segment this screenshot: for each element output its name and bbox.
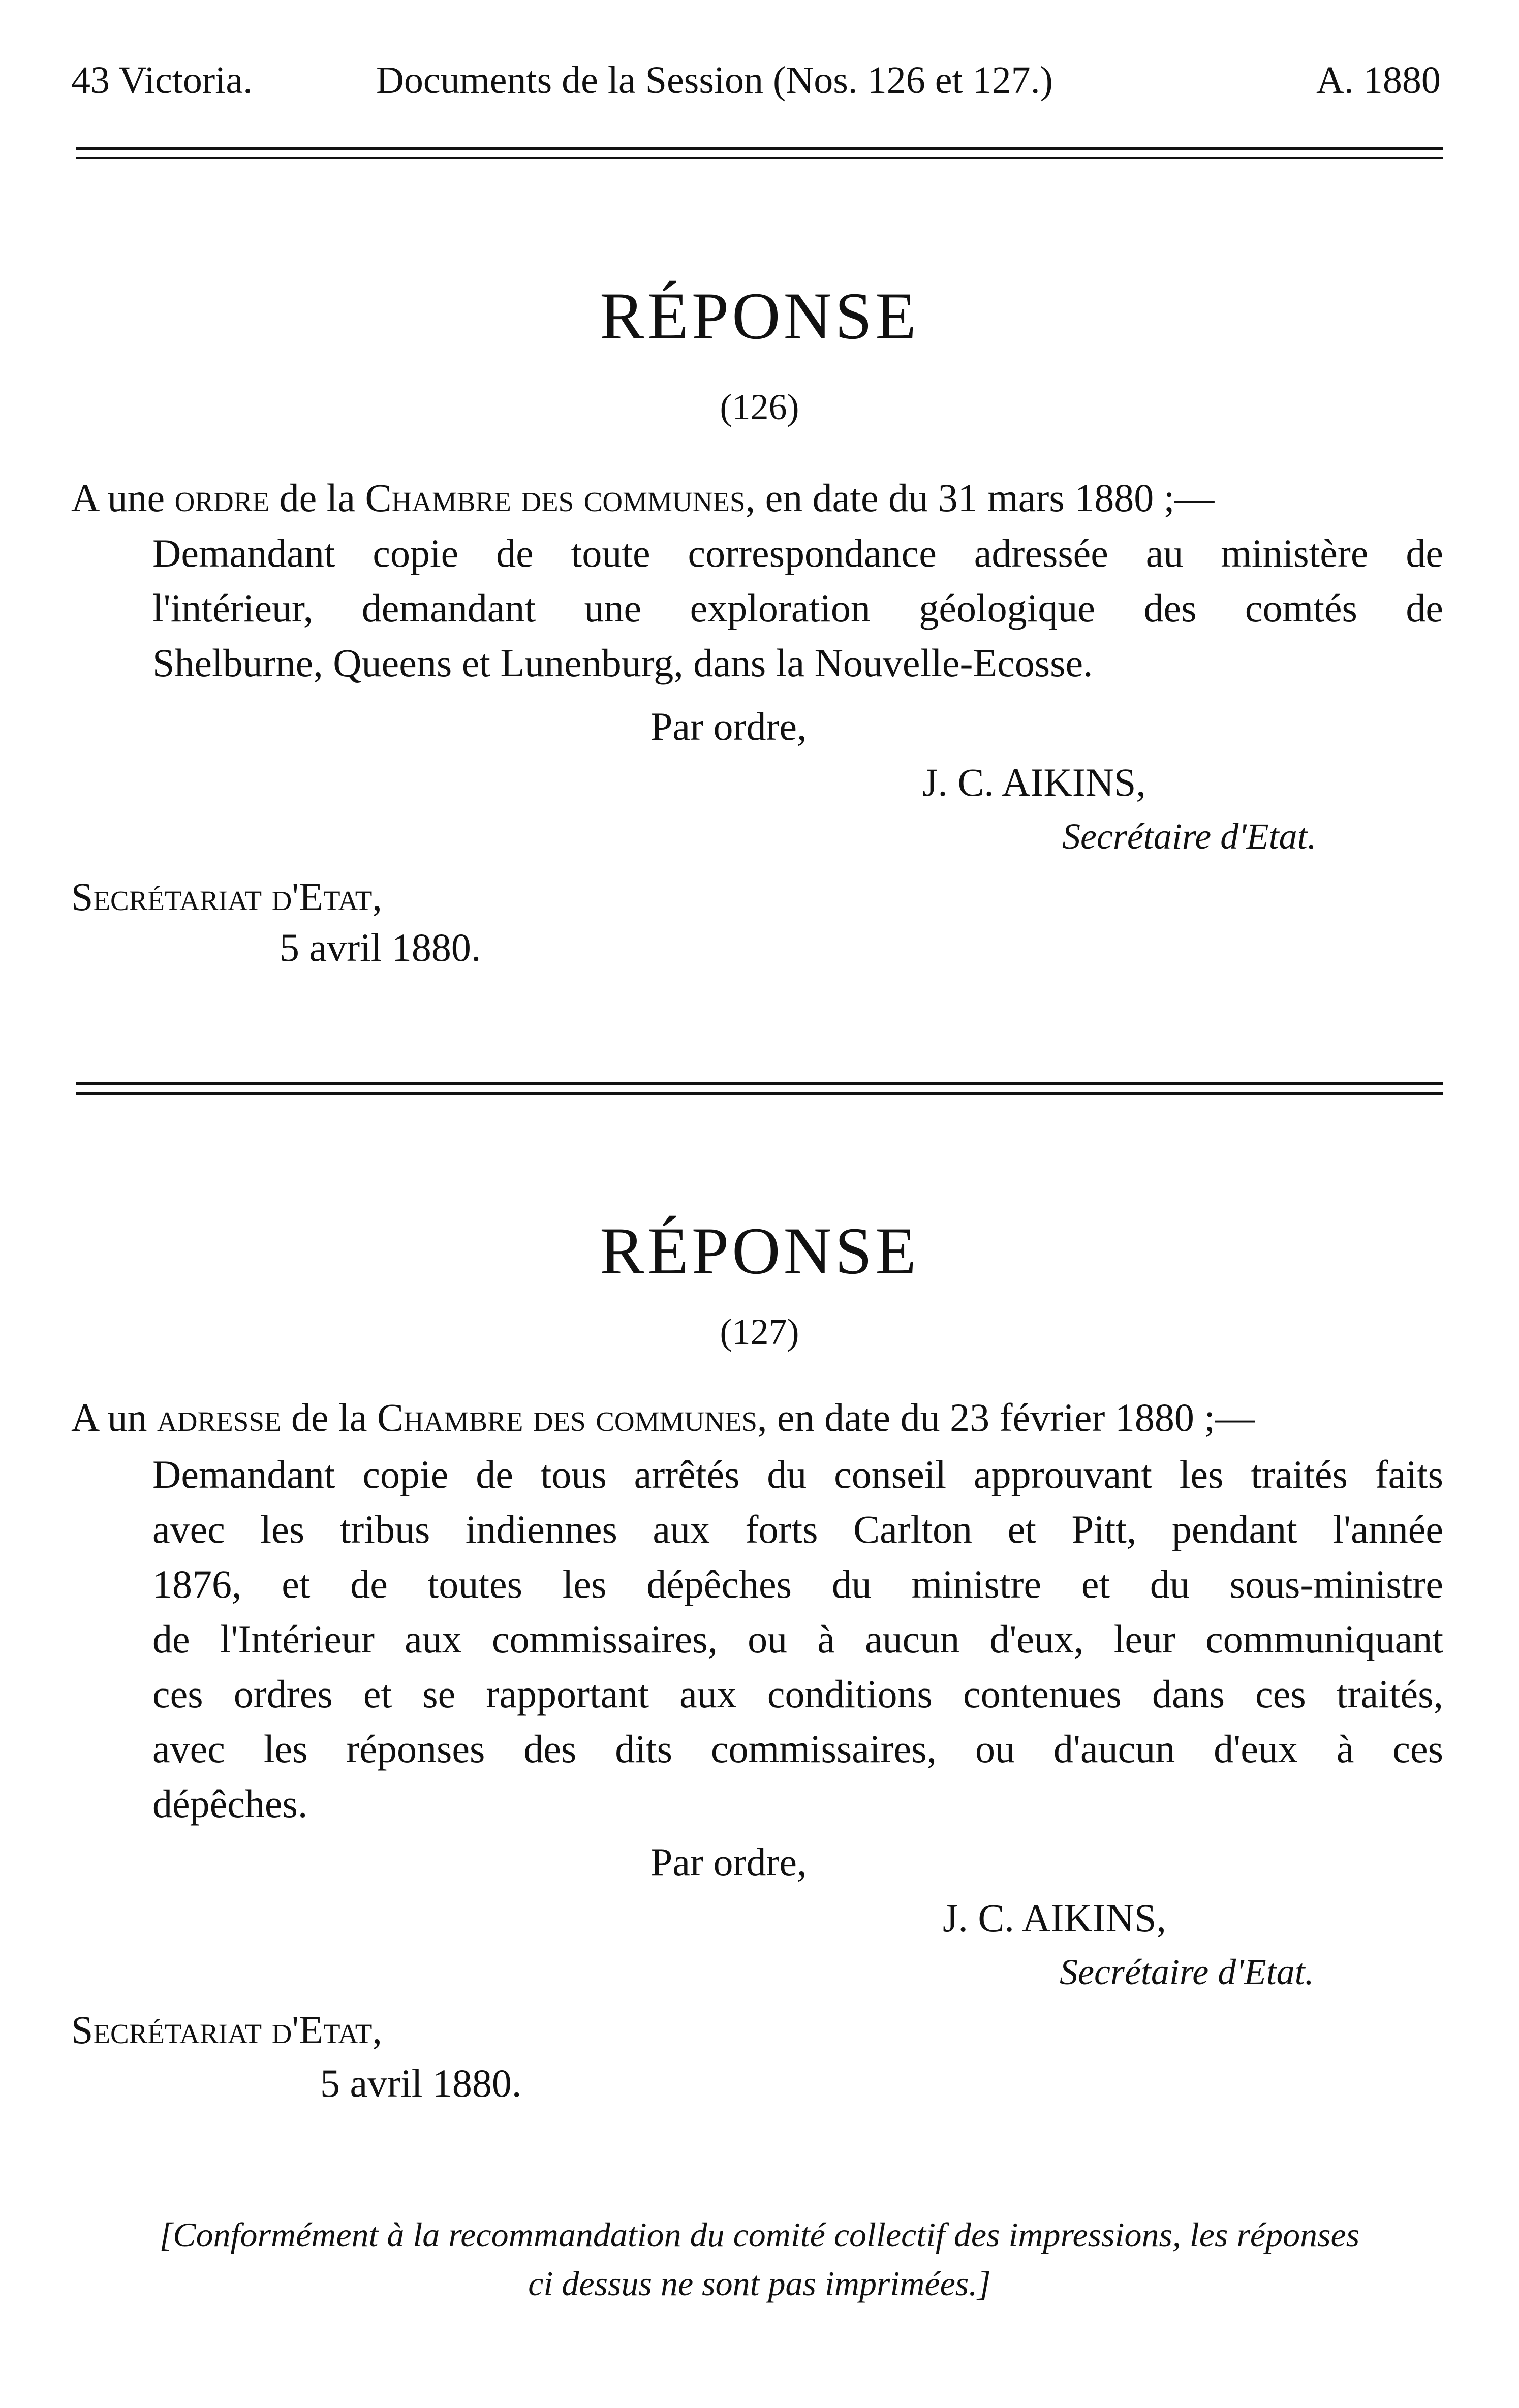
response-127-office: Secrétariat d'Etat, — [71, 2008, 382, 2052]
body-line: Demandant copie de tous arrêtés du conseil approuvant les traités faits — [152, 1452, 1443, 1496]
running-head-center: Documents de la Session (Nos. 126 et 127.) — [376, 59, 1053, 102]
response-127-date: 5 avril 1880. — [320, 2061, 522, 2105]
body-line: Demandant copie de toute correspondance adressée au ministère de — [152, 531, 1443, 575]
response-127-body — [152, 1447, 1443, 1831]
response-127-signer: J. C. AIKINS, — [943, 1896, 1166, 1940]
footnote-line-2: ci dessus ne sont pas imprimées.] — [528, 2264, 991, 2303]
body-line: de l'Intérieur aux commissaires, ou à aucun d'eux, leur communiquant — [152, 1617, 1443, 1661]
response-127-title: RÉPONSE — [600, 1213, 919, 1288]
response-126-date: 5 avril 1880. — [280, 925, 481, 970]
response-126-signer-title: Secrétaire d'Etat. — [1062, 816, 1317, 857]
body-line: 1876, et de toutes les dépêches du ministre et du sous-ministre — [152, 1562, 1443, 1606]
running-head-left: 43 Victoria. — [71, 59, 253, 102]
response-126-body — [152, 526, 1443, 691]
response-126-intro: A une ordre de la Chambre des communes, en date du 31 mars 1880 ;— — [71, 476, 1215, 520]
response-126-office: Secrétariat d'Etat, — [71, 874, 382, 919]
body-line: avec les tribus indiennes aux forts Carlton et Pitt, pendant l'année — [152, 1507, 1443, 1551]
footnote-line-1: [Conformément à la recommandation du comité collectif des impressions, les réponses — [159, 2215, 1360, 2254]
body-line: l'intérieur, demandant une exploration géologique des comtés de — [152, 586, 1443, 630]
section-rule-top — [76, 1082, 1443, 1085]
response-126-par-ordre: Par ordre, — [650, 704, 807, 748]
body-line: avec les réponses des dits commissaires, ou d'aucun d'eux à ces — [152, 1727, 1443, 1771]
response-127-number: (127) — [720, 1311, 799, 1352]
running-head-right: A. 1880 — [1316, 59, 1441, 102]
response-126-number: (126) — [720, 387, 799, 427]
footnote — [0, 2210, 1519, 2308]
response-127-par-ordre: Par ordre, — [650, 1840, 807, 1884]
header-rule-bottom — [76, 157, 1443, 159]
header-rule-top — [76, 147, 1443, 150]
response-127-intro: A un adresse de la Chambre des communes, en date du 23 février 1880 ;— — [71, 1395, 1255, 1440]
body-line: Shelburne, Queens et Lunenburg, dans la Nouvelle-Ecosse. — [152, 641, 1093, 685]
body-line: ces ordres et se rapportant aux conditions contenues dans ces traités, — [152, 1672, 1443, 1716]
section-rule-bottom — [76, 1092, 1443, 1095]
body-line: dépêches. — [152, 1781, 308, 1826]
response-126-title: RÉPONSE — [600, 278, 919, 353]
response-126-signer: J. C. AIKINS, — [922, 760, 1146, 804]
response-127-signer-title: Secrétaire d'Etat. — [1060, 1952, 1314, 1992]
